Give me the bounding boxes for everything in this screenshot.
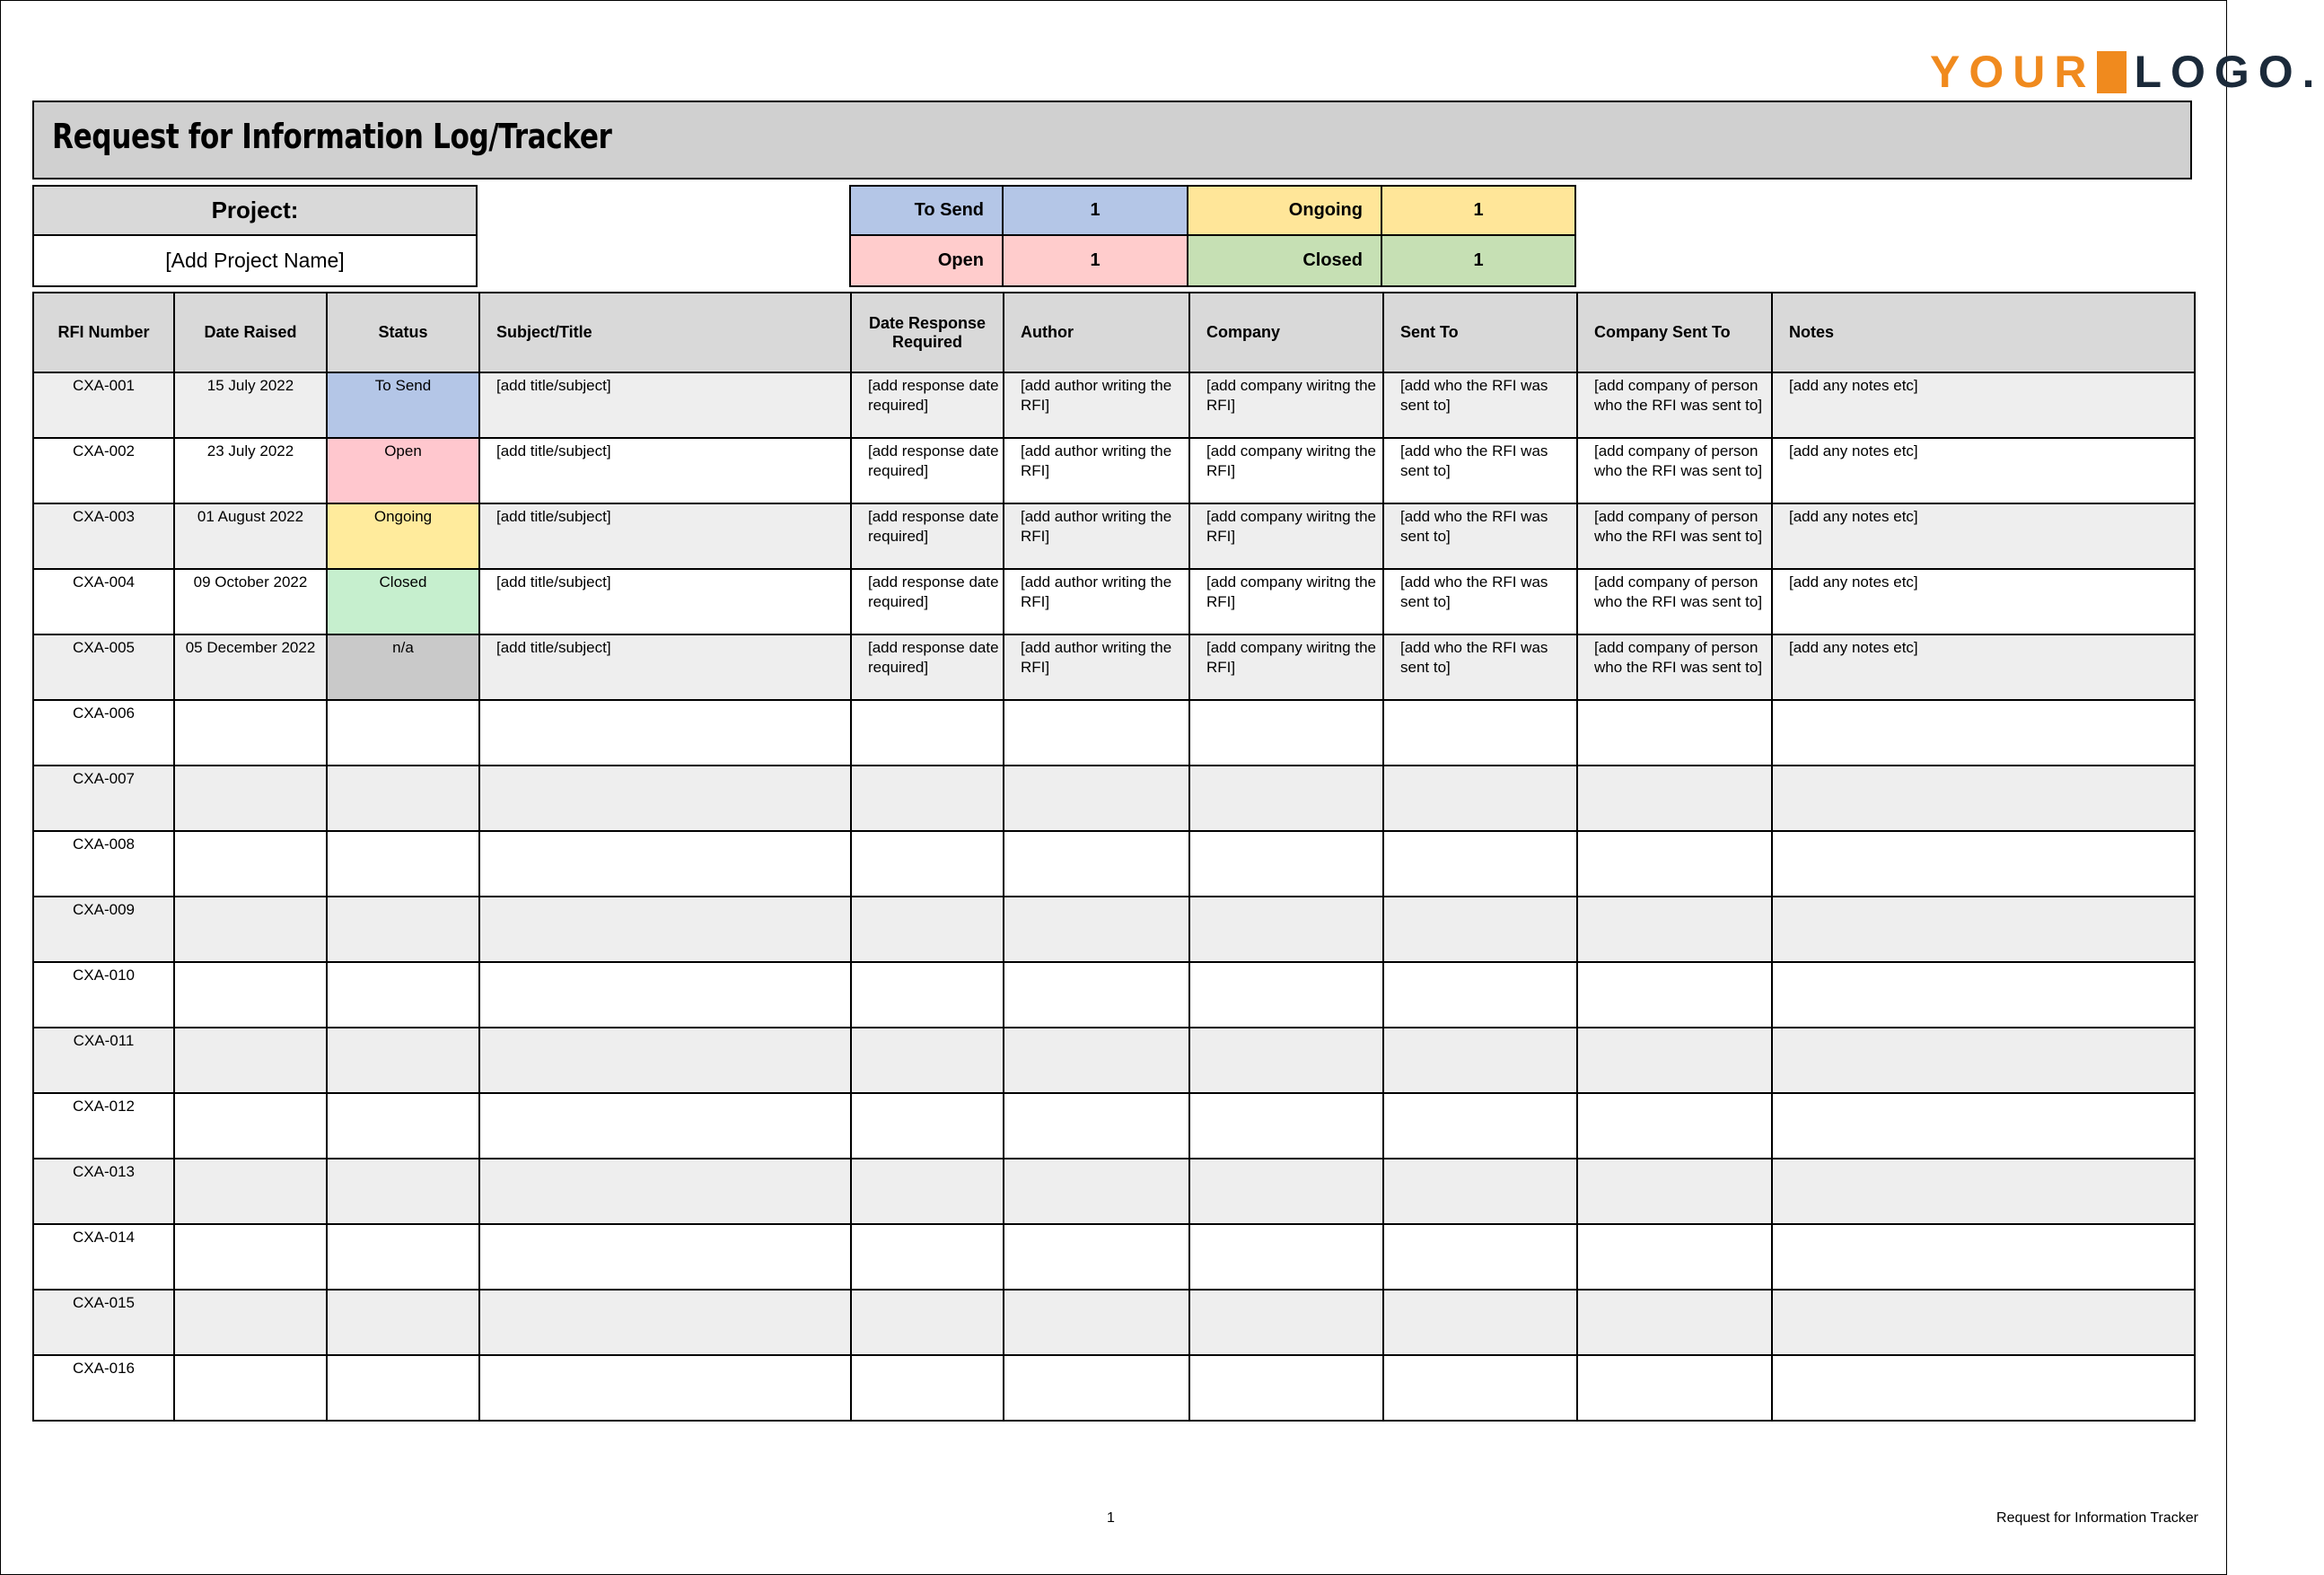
rfi-number-cell[interactable]: CXA-006 xyxy=(33,700,174,766)
notes-cell[interactable] xyxy=(1772,962,2195,1028)
rfi-table xyxy=(32,292,2196,1422)
notes-cell[interactable] xyxy=(1772,1224,2195,1290)
header-sent-to: Sent To xyxy=(1383,293,1577,372)
date-raised-cell[interactable] xyxy=(174,1224,327,1290)
company-cell[interactable] xyxy=(1189,897,1383,962)
company-sent-to-cell[interactable] xyxy=(1577,1159,1772,1224)
subject-cell[interactable] xyxy=(479,897,851,962)
footer-title: Request for Information Tracker xyxy=(1996,1510,2198,1526)
company-sent-to-cell[interactable]: [add company of person who the RFI was sent to] xyxy=(1577,372,1772,438)
date-raised-cell[interactable] xyxy=(174,1028,327,1093)
table-row xyxy=(33,1159,2195,1224)
notes-cell[interactable] xyxy=(1772,766,2195,831)
company-sent-to-cell[interactable]: [add company of person who the RFI was sent to] xyxy=(1577,634,1772,700)
notes-cell[interactable] xyxy=(1772,1028,2195,1093)
author-cell[interactable]: [add author writing the RFI] xyxy=(1004,503,1189,569)
company-sent-to-cell[interactable]: [add company of person who the RFI was sent to] xyxy=(1577,503,1772,569)
company-logo xyxy=(1930,45,2324,99)
sent-to-cell[interactable]: [add who the RFI was sent to] xyxy=(1383,569,1577,634)
sent-to-cell[interactable] xyxy=(1383,1028,1577,1093)
sent-to-cell[interactable]: [add who the RFI was sent to] xyxy=(1383,634,1577,700)
title-bar xyxy=(32,101,2192,179)
date-raised-cell[interactable]: 01 August 2022 xyxy=(174,503,327,569)
subject-cell[interactable] xyxy=(479,1159,851,1224)
table-row xyxy=(33,700,2195,766)
date-raised-cell[interactable] xyxy=(174,766,327,831)
sent-to-cell[interactable] xyxy=(1383,962,1577,1028)
status-cell[interactable] xyxy=(327,1355,479,1421)
subject-cell[interactable] xyxy=(479,766,851,831)
sent-to-cell[interactable] xyxy=(1383,1224,1577,1290)
summary-open-label: Open xyxy=(849,234,1004,287)
table-row xyxy=(33,831,2195,897)
sent-to-cell[interactable] xyxy=(1383,1159,1577,1224)
date-response-cell[interactable]: [add response date required] xyxy=(851,634,1004,700)
status-cell[interactable] xyxy=(327,1159,479,1224)
notes-cell[interactable]: [add any notes etc] xyxy=(1772,438,2195,503)
company-cell[interactable]: [add company wiritng the RFI] xyxy=(1189,372,1383,438)
notes-cell[interactable]: [add any notes etc] xyxy=(1772,569,2195,634)
subject-cell[interactable] xyxy=(479,700,851,766)
subject-cell[interactable]: [add title/subject] xyxy=(479,372,851,438)
table-row xyxy=(33,503,2195,569)
status-cell[interactable]: Ongoing xyxy=(327,503,479,569)
table-row xyxy=(33,1224,2195,1290)
author-cell[interactable] xyxy=(1004,831,1189,897)
date-response-cell[interactable] xyxy=(851,1093,1004,1159)
date-response-cell[interactable] xyxy=(851,897,1004,962)
sent-to-cell[interactable] xyxy=(1383,1355,1577,1421)
author-cell[interactable] xyxy=(1004,1290,1189,1355)
rfi-number-cell[interactable]: CXA-005 xyxy=(33,634,174,700)
logo-block xyxy=(2097,51,2127,93)
author-cell[interactable]: [add author writing the RFI] xyxy=(1004,438,1189,503)
company-cell[interactable] xyxy=(1189,962,1383,1028)
company-sent-to-cell[interactable] xyxy=(1577,962,1772,1028)
date-response-cell[interactable] xyxy=(851,1159,1004,1224)
notes-cell[interactable] xyxy=(1772,1355,2195,1421)
status-cell[interactable] xyxy=(327,700,479,766)
author-cell[interactable] xyxy=(1004,1093,1189,1159)
author-cell[interactable]: [add author writing the RFI] xyxy=(1004,372,1189,438)
notes-cell[interactable] xyxy=(1772,1093,2195,1159)
summary-closed-label: Closed xyxy=(1187,234,1382,287)
company-cell[interactable] xyxy=(1189,1093,1383,1159)
date-response-cell[interactable] xyxy=(851,1290,1004,1355)
company-sent-to-cell[interactable] xyxy=(1577,1290,1772,1355)
author-cell[interactable] xyxy=(1004,1028,1189,1093)
rfi-number-cell[interactable]: CXA-011 xyxy=(33,1028,174,1093)
notes-cell[interactable] xyxy=(1772,831,2195,897)
date-response-cell[interactable]: [add response date required] xyxy=(851,569,1004,634)
summary-ongoing-label: Ongoing xyxy=(1187,185,1382,236)
company-sent-to-cell[interactable] xyxy=(1577,1028,1772,1093)
sent-to-cell[interactable] xyxy=(1383,700,1577,766)
date-raised-cell[interactable] xyxy=(174,1290,327,1355)
company-cell[interactable]: [add company wiritng the RFI] xyxy=(1189,438,1383,503)
summary-ongoing-count: 1 xyxy=(1381,185,1576,236)
summary-to-send-label: To Send xyxy=(849,185,1004,236)
table-row xyxy=(33,962,2195,1028)
notes-cell[interactable]: [add any notes etc] xyxy=(1772,503,2195,569)
summary-open-count: 1 xyxy=(1002,234,1188,287)
author-cell[interactable] xyxy=(1004,700,1189,766)
subject-cell[interactable]: [add title/subject] xyxy=(479,634,851,700)
notes-cell[interactable] xyxy=(1772,1159,2195,1224)
subject-cell[interactable] xyxy=(479,1093,851,1159)
company-sent-to-cell[interactable] xyxy=(1577,1224,1772,1290)
table-row xyxy=(33,1028,2195,1093)
date-raised-cell[interactable] xyxy=(174,1355,327,1421)
rfi-number-cell[interactable]: CXA-008 xyxy=(33,831,174,897)
rfi-number-cell[interactable]: CXA-009 xyxy=(33,897,174,962)
table-header-row xyxy=(33,293,2195,372)
author-cell[interactable] xyxy=(1004,1159,1189,1224)
company-cell[interactable]: [add company wiritng the RFI] xyxy=(1189,634,1383,700)
sent-to-cell[interactable] xyxy=(1383,1290,1577,1355)
sent-to-cell[interactable] xyxy=(1383,1093,1577,1159)
status-cell[interactable] xyxy=(327,766,479,831)
author-cell[interactable] xyxy=(1004,1355,1189,1421)
subject-cell[interactable]: [add title/subject] xyxy=(479,569,851,634)
notes-cell[interactable] xyxy=(1772,1290,2195,1355)
date-response-cell[interactable] xyxy=(851,700,1004,766)
date-raised-cell[interactable]: 23 July 2022 xyxy=(174,438,327,503)
status-cell[interactable] xyxy=(327,1093,479,1159)
date-raised-cell[interactable] xyxy=(174,1093,327,1159)
sent-to-cell[interactable] xyxy=(1383,766,1577,831)
subject-cell[interactable] xyxy=(479,1224,851,1290)
table-row xyxy=(33,569,2195,634)
sent-to-cell[interactable]: [add who the RFI was sent to] xyxy=(1383,503,1577,569)
author-cell[interactable] xyxy=(1004,1224,1189,1290)
date-response-cell[interactable] xyxy=(851,1355,1004,1421)
status-cell[interactable] xyxy=(327,1028,479,1093)
status-cell[interactable] xyxy=(327,831,479,897)
status-cell[interactable] xyxy=(327,1290,479,1355)
footer-page-number: 1 xyxy=(1107,1510,1115,1526)
company-cell[interactable] xyxy=(1189,766,1383,831)
sent-to-cell[interactable]: [add who the RFI was sent to] xyxy=(1383,438,1577,503)
rfi-number-cell[interactable]: CXA-004 xyxy=(33,569,174,634)
company-cell[interactable] xyxy=(1189,1355,1383,1421)
header-notes: Notes xyxy=(1772,293,2195,372)
header-date-response: Date Response Required xyxy=(851,293,1004,372)
company-cell[interactable] xyxy=(1189,1224,1383,1290)
table-row xyxy=(33,1355,2195,1421)
table-row xyxy=(33,438,2195,503)
subject-cell[interactable] xyxy=(479,831,851,897)
author-cell[interactable]: [add author writing the RFI] xyxy=(1004,569,1189,634)
author-cell[interactable] xyxy=(1004,897,1189,962)
date-response-cell[interactable] xyxy=(851,1028,1004,1093)
status-cell[interactable]: Closed xyxy=(327,569,479,634)
subject-cell[interactable]: [add title/subject] xyxy=(479,438,851,503)
subject-cell[interactable] xyxy=(479,962,851,1028)
rfi-number-cell[interactable]: CXA-014 xyxy=(33,1224,174,1290)
rfi-number-cell[interactable]: CXA-016 xyxy=(33,1355,174,1421)
header-company: Company xyxy=(1189,293,1383,372)
status-cell[interactable] xyxy=(327,897,479,962)
notes-cell[interactable] xyxy=(1772,700,2195,766)
header-author: Author xyxy=(1004,293,1189,372)
company-cell[interactable] xyxy=(1189,1290,1383,1355)
subject-cell[interactable]: [add title/subject] xyxy=(479,503,851,569)
company-sent-to-cell[interactable] xyxy=(1577,766,1772,831)
rfi-number-cell[interactable]: CXA-002 xyxy=(33,438,174,503)
logo-text-left: YOUR xyxy=(1930,47,2096,97)
status-cell[interactable]: To Send xyxy=(327,372,479,438)
table-row xyxy=(33,634,2195,700)
company-cell[interactable]: [add company wiritng the RFI] xyxy=(1189,503,1383,569)
status-cell[interactable]: Open xyxy=(327,438,479,503)
date-response-cell[interactable] xyxy=(851,766,1004,831)
date-response-cell[interactable]: [add response date required] xyxy=(851,438,1004,503)
date-raised-cell[interactable]: 09 October 2022 xyxy=(174,569,327,634)
company-cell[interactable]: [add company wiritng the RFI] xyxy=(1189,569,1383,634)
company-sent-to-cell[interactable]: [add company of person who the RFI was sent to] xyxy=(1577,569,1772,634)
status-cell[interactable] xyxy=(327,1224,479,1290)
header-rfi-number: RFI Number xyxy=(33,293,174,372)
rfi-number-cell[interactable]: CXA-015 xyxy=(33,1290,174,1355)
company-sent-to-cell[interactable] xyxy=(1577,897,1772,962)
rfi-number-cell[interactable]: CXA-010 xyxy=(33,962,174,1028)
table-row xyxy=(33,766,2195,831)
company-cell[interactable] xyxy=(1189,831,1383,897)
logo-text-right: LOGO. xyxy=(2134,47,2324,97)
date-raised-cell[interactable] xyxy=(174,897,327,962)
sent-to-cell[interactable] xyxy=(1383,897,1577,962)
header-subject: Subject/Title xyxy=(479,293,851,372)
subject-cell[interactable] xyxy=(479,1355,851,1421)
header-company-sent-to: Company Sent To xyxy=(1577,293,1772,372)
table-row xyxy=(33,1290,2195,1355)
date-raised-cell[interactable]: 15 July 2022 xyxy=(174,372,327,438)
date-raised-cell[interactable] xyxy=(174,1159,327,1224)
date-response-cell[interactable] xyxy=(851,962,1004,1028)
company-sent-to-cell[interactable] xyxy=(1577,1093,1772,1159)
date-response-cell[interactable]: [add response date required] xyxy=(851,372,1004,438)
author-cell[interactable]: [add author writing the RFI] xyxy=(1004,634,1189,700)
company-cell[interactable] xyxy=(1189,700,1383,766)
date-response-cell[interactable]: [add response date required] xyxy=(851,503,1004,569)
table-row xyxy=(33,897,2195,962)
header-status: Status xyxy=(327,293,479,372)
company-cell[interactable] xyxy=(1189,1159,1383,1224)
summary-closed-count: 1 xyxy=(1381,234,1576,287)
header-date-raised: Date Raised xyxy=(174,293,327,372)
date-raised-cell[interactable] xyxy=(174,831,327,897)
date-raised-cell[interactable] xyxy=(174,700,327,766)
date-response-cell[interactable] xyxy=(851,831,1004,897)
rfi-number-cell[interactable]: CXA-007 xyxy=(33,766,174,831)
project-name-field[interactable]: [Add Project Name] xyxy=(32,234,478,287)
status-cell[interactable]: n/a xyxy=(327,634,479,700)
company-sent-to-cell[interactable]: [add company of person who the RFI was sent to] xyxy=(1577,438,1772,503)
notes-cell[interactable]: [add any notes etc] xyxy=(1772,372,2195,438)
author-cell[interactable] xyxy=(1004,766,1189,831)
rfi-number-cell[interactable]: CXA-012 xyxy=(33,1093,174,1159)
rfi-number-cell[interactable]: CXA-013 xyxy=(33,1159,174,1224)
date-raised-cell[interactable]: 05 December 2022 xyxy=(174,634,327,700)
subject-cell[interactable] xyxy=(479,1028,851,1093)
sent-to-cell[interactable] xyxy=(1383,831,1577,897)
company-sent-to-cell[interactable] xyxy=(1577,1355,1772,1421)
date-raised-cell[interactable] xyxy=(174,962,327,1028)
subject-cell[interactable] xyxy=(479,1290,851,1355)
rfi-number-cell[interactable]: CXA-003 xyxy=(33,503,174,569)
summary-to-send-count: 1 xyxy=(1002,185,1188,236)
rfi-number-cell[interactable]: CXA-001 xyxy=(33,372,174,438)
company-cell[interactable] xyxy=(1189,1028,1383,1093)
sent-to-cell[interactable]: [add who the RFI was sent to] xyxy=(1383,372,1577,438)
project-label: Project: xyxy=(32,185,478,236)
table-row xyxy=(33,372,2195,438)
notes-cell[interactable]: [add any notes etc] xyxy=(1772,634,2195,700)
company-sent-to-cell[interactable] xyxy=(1577,831,1772,897)
table-row xyxy=(33,1093,2195,1159)
company-sent-to-cell[interactable] xyxy=(1577,700,1772,766)
author-cell[interactable] xyxy=(1004,962,1189,1028)
page-title: Request for Information Log/Tracker xyxy=(52,117,612,156)
notes-cell[interactable] xyxy=(1772,897,2195,962)
status-cell[interactable] xyxy=(327,962,479,1028)
date-response-cell[interactable] xyxy=(851,1224,1004,1290)
